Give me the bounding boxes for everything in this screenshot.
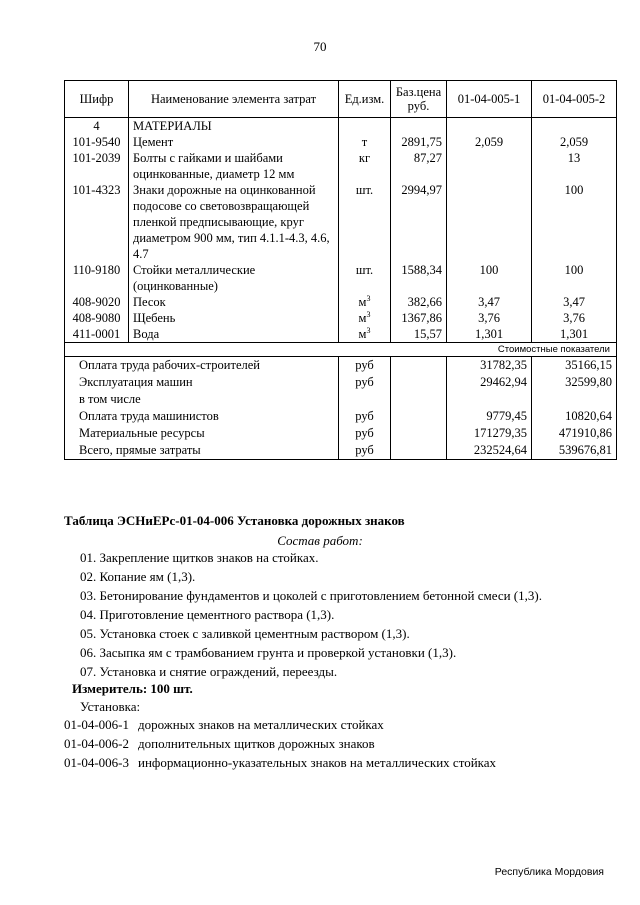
totals-row	[65, 425, 617, 442]
row-code: 408-9020	[65, 294, 129, 310]
page-number: 70	[313, 39, 327, 54]
work-item: 03. Бетонирование фундаментов и цоколей с приготовлением бетонной смеси (1,3).	[80, 588, 542, 603]
row-price: 1367,86	[391, 310, 447, 326]
section-name: МАТЕРИАЛЫ	[129, 118, 339, 135]
row-value-2: 100	[532, 262, 617, 294]
row-value-1	[447, 150, 532, 182]
row-name: Знаки дорожные на оцинкованной подосове со световозвращающей пленкой предписывающие, круг диаметром 900 мм, тип 4.1.1-4.3, 4.6, 4.7	[129, 182, 339, 262]
total-value-1: 29462,94	[447, 374, 532, 391]
row-name: Болты с гайками и шайбами оцинкованные, диаметр 12 мм	[129, 150, 339, 182]
row-value-1: 2,059	[447, 134, 532, 150]
row-price: 2891,75	[391, 134, 447, 150]
totals-row	[65, 408, 617, 425]
total-value-1: 232524,64	[447, 442, 532, 460]
work-item: 02. Копание ям (1,3).	[80, 569, 196, 584]
row-name: Стойки металлические (оцинкованные)	[129, 262, 339, 294]
row-value-2: 3,76	[532, 310, 617, 326]
code-number: 01-04-006-1	[64, 717, 129, 732]
unit-superscript: 3	[366, 293, 371, 303]
total-value-1	[447, 391, 532, 408]
row-unit	[339, 294, 391, 310]
unit-superscript: 3	[366, 309, 371, 319]
table-row	[65, 326, 617, 343]
row-value-1: 100	[447, 262, 532, 294]
table-title: Таблица ЭСНиЕРс-01-04-006 Установка дорожных знаков	[64, 513, 405, 528]
total-value-2: 471910,86	[532, 425, 617, 442]
header-col2: 01-04-005-2	[532, 81, 617, 118]
unit-superscript: 3	[366, 325, 371, 335]
code-text: информационно-указательных знаков на металлических стойках	[138, 755, 497, 770]
row-unit-text: кг	[358, 151, 371, 165]
row-price: 382,66	[391, 294, 447, 310]
total-label: Всего, прямые затраты	[65, 442, 339, 460]
row-value-1: 3,76	[447, 310, 532, 326]
row-code: 101-4323	[65, 182, 129, 262]
total-unit: руб	[339, 408, 391, 425]
row-unit	[339, 326, 391, 343]
total-value-2: 32599,80	[532, 374, 617, 391]
row-code: 411-0001	[65, 326, 129, 343]
codes-list	[64, 715, 624, 772]
table-row	[65, 294, 617, 310]
total-value-2: 10820,64	[532, 408, 617, 425]
header-price: Баз.цена руб.	[391, 81, 447, 118]
row-value-2: 13	[532, 150, 617, 182]
total-value-2	[532, 391, 617, 408]
total-empty	[391, 391, 447, 408]
row-unit-text: м	[358, 327, 367, 341]
section-row	[65, 118, 617, 135]
materials-table	[64, 80, 617, 460]
table-row	[65, 262, 617, 294]
header-code: Шифр	[65, 81, 129, 118]
row-unit	[339, 310, 391, 326]
code-number: 01-04-006-3	[64, 755, 129, 770]
row-code: 408-9080	[65, 310, 129, 326]
row-value-2: 2,059	[532, 134, 617, 150]
section-code: 4	[65, 118, 129, 135]
table-row	[65, 310, 617, 326]
row-price: 2994,97	[391, 182, 447, 262]
totals-row	[65, 391, 617, 408]
row-value-2: 1,301	[532, 326, 617, 343]
row-unit	[339, 262, 391, 294]
table-row	[65, 182, 617, 262]
header-unit: Ед.изм.	[339, 81, 391, 118]
table-row	[65, 134, 617, 150]
row-value-1: 3,47	[447, 294, 532, 310]
total-unit: руб	[339, 357, 391, 375]
total-value-1: 171279,35	[447, 425, 532, 442]
work-item: 05. Установка стоек с заливкой цементным раствором (1,3).	[80, 626, 410, 641]
table-row	[65, 150, 617, 182]
total-empty	[391, 357, 447, 375]
total-empty	[391, 408, 447, 425]
row-code: 101-9540	[65, 134, 129, 150]
code-text: дополнительных щитков дорожных знаков	[138, 736, 375, 751]
row-code: 110-9180	[65, 262, 129, 294]
total-unit: руб	[339, 374, 391, 391]
row-unit	[339, 182, 391, 262]
row-unit-text: шт.	[355, 263, 374, 277]
composition-title: Состав работ:	[277, 533, 363, 548]
work-item: 07. Установка и снятие ограждений, переезды.	[80, 664, 338, 679]
code-item	[64, 715, 624, 734]
total-empty	[391, 374, 447, 391]
table-body	[65, 118, 617, 460]
total-empty	[391, 442, 447, 460]
total-label: Оплата труда машинистов	[65, 408, 339, 425]
work-item: 04. Приготовление цементного раствора (1,3).	[80, 607, 335, 622]
totals-row	[65, 357, 617, 375]
work-item: 06. Засыпка ям с трамбованием грунта и проверкой установки (1,3).	[80, 645, 457, 660]
header-name: Наименование элемента затрат	[129, 81, 339, 118]
row-unit	[339, 134, 391, 150]
cost-header-row	[65, 343, 617, 357]
total-empty	[391, 425, 447, 442]
total-value-2: 35166,15	[532, 357, 617, 375]
measure-label: Измеритель: 100 шт.	[72, 681, 193, 696]
row-name: Вода	[129, 326, 339, 343]
total-label: в том числе	[65, 391, 339, 408]
row-value-1	[447, 182, 532, 262]
row-value-2: 100	[532, 182, 617, 262]
code-item	[64, 734, 624, 753]
row-price: 1588,34	[391, 262, 447, 294]
header-col1: 01-04-005-1	[447, 81, 532, 118]
installation-label: Установка:	[80, 699, 141, 714]
total-value-1: 31782,35	[447, 357, 532, 375]
work-item: 01. Закрепление щитков знаков на стойках.	[80, 550, 319, 565]
row-unit-text: м	[358, 295, 367, 309]
total-label: Эксплуатация машин	[65, 374, 339, 391]
code-item	[64, 753, 624, 772]
total-label: Оплата труда рабочих-строителей	[65, 357, 339, 375]
row-unit-text: м	[358, 311, 367, 325]
row-name: Щебень	[129, 310, 339, 326]
totals-row	[65, 442, 617, 460]
row-name: Цемент	[129, 134, 339, 150]
totals-row	[65, 374, 617, 391]
code-text: дорожных знаков на металлических стойках	[138, 717, 384, 732]
works-list	[80, 548, 640, 681]
total-label: Материальные ресурсы	[65, 425, 339, 442]
total-unit	[339, 391, 391, 408]
code-number: 01-04-006-2	[64, 736, 129, 751]
footer-region: Республика Мордовия	[494, 866, 604, 878]
total-value-2: 539676,81	[532, 442, 617, 460]
row-value-2: 3,47	[532, 294, 617, 310]
table-header-row	[65, 81, 617, 118]
row-value-1: 1,301	[447, 326, 532, 343]
cost-header: Стоимостные показатели	[65, 343, 617, 357]
row-unit-text: шт.	[355, 183, 374, 197]
row-price: 87,27	[391, 150, 447, 182]
row-code: 101-2039	[65, 150, 129, 182]
row-unit	[339, 150, 391, 182]
total-value-1: 9779,45	[447, 408, 532, 425]
row-unit-text: т	[361, 135, 368, 149]
row-name: Песок	[129, 294, 339, 310]
total-unit: руб	[339, 442, 391, 460]
row-price: 15,57	[391, 326, 447, 343]
total-unit: руб	[339, 425, 391, 442]
